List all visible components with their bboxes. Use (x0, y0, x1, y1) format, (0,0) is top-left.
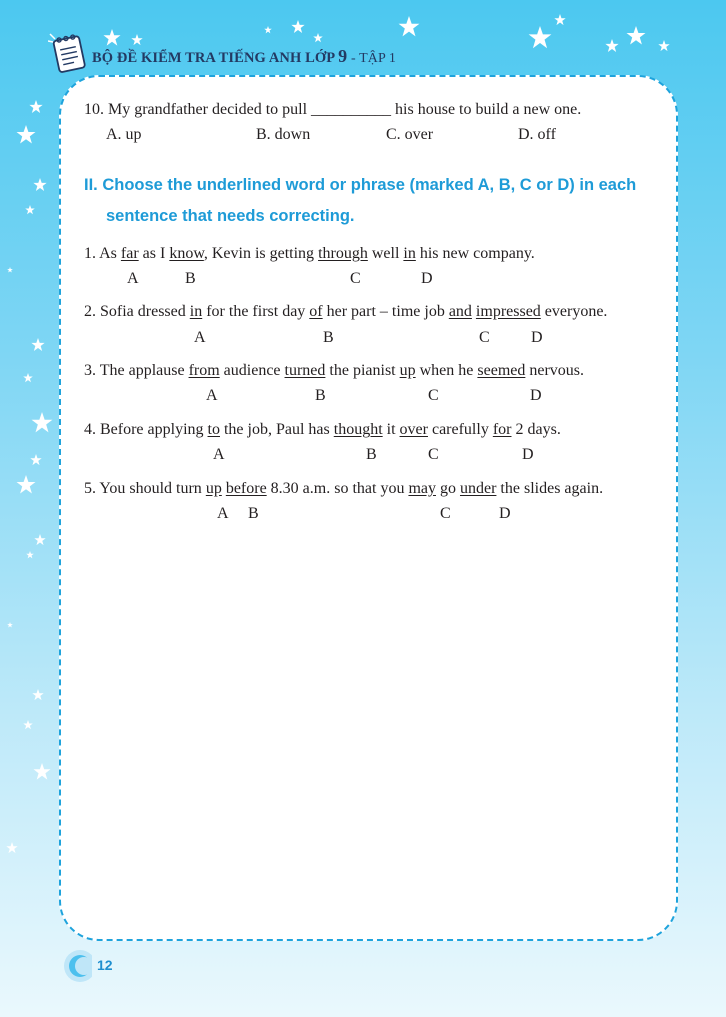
option-b: B. down (256, 126, 311, 143)
label-c: C (479, 329, 490, 346)
label-b: B (366, 446, 377, 463)
sentence-5: 5. You should turn up before 8.30 a.m. so that you may go under the slides again. (84, 480, 604, 497)
label-c: C (428, 446, 439, 463)
option-c: C. over (386, 126, 434, 143)
label-b: B (185, 270, 196, 287)
answer-blank: __________ (311, 101, 392, 118)
label-a: A (206, 387, 218, 404)
sentence-3: 3. The applause from audience turned the pianist up when he seemed nervous. (84, 362, 585, 379)
sentence-4: 4. Before applying to the job, Paul has thought it over carefully for 2 days. (84, 421, 561, 438)
label-c: C (350, 270, 361, 287)
label-d: D (421, 270, 433, 287)
label-d: D (522, 446, 534, 463)
label-b: B (248, 505, 259, 522)
option-d: D. off (518, 126, 556, 143)
sentence-2: 2. Sofia dressed in for the first day of her part – time job and impressed everyone. (84, 303, 608, 320)
sentence-1: 1. As far as I know, Kevin is getting through well in his new company. (84, 245, 535, 262)
label-b: B (315, 387, 326, 404)
label-a: A (217, 505, 229, 522)
label-a: A (194, 329, 206, 346)
page-number-badge-icon (62, 948, 92, 984)
label-a: A (127, 270, 139, 287)
label-d: D (530, 387, 542, 404)
label-c: C (440, 505, 451, 522)
label-c: C (428, 387, 439, 404)
page-number: 12 (97, 957, 113, 973)
label-d: D (499, 505, 511, 522)
section-heading: II. Choose the underlined word or phrase (marked A, B, C or D) in each sentence that needs correcting. (84, 176, 637, 225)
option-a: A. up (106, 126, 142, 143)
header-title: BỘ ĐỀ KIỂM TRA TIẾNG ANH LỚP 9 - TẬP 1 (92, 46, 397, 66)
label-a: A (213, 446, 225, 463)
question-10-stem: 10. My grandfather decided to pull __________ his house to build a new one. (84, 101, 582, 118)
label-d: D (531, 329, 543, 346)
label-b: B (323, 329, 334, 346)
